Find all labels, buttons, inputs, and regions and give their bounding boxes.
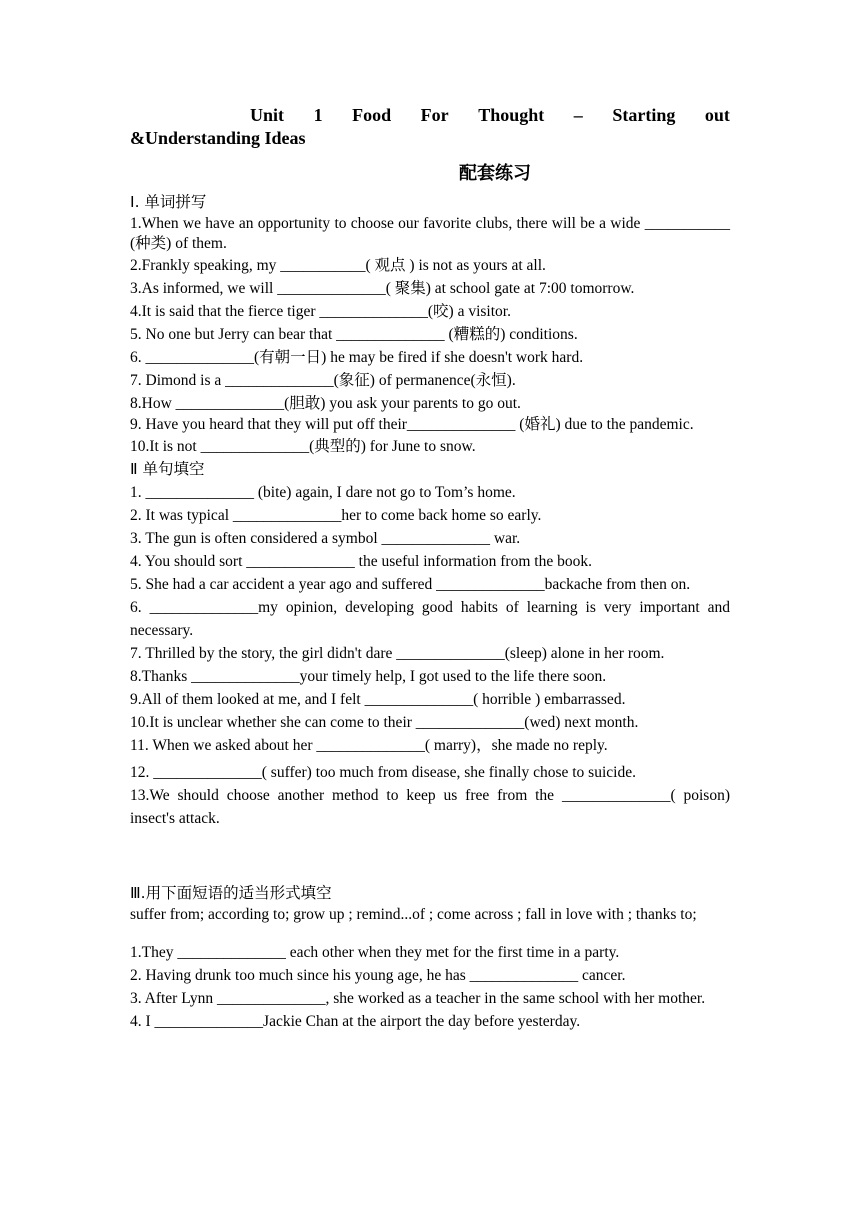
list-item: 2.Frankly speaking, my ___________( 观点 ) is not as yours at all. — [130, 257, 546, 274]
list-item: 12. ______________( suffer) too much from disease, she finally chose to suicide. — [130, 764, 636, 781]
list-item: 1.When we have an opportunity to choose our favorite clubs, there will be a wide ___________ (种类) of them. — [130, 215, 730, 252]
list-item: 6. ______________my opinion, developing good habits of learning is very important and necessary. — [130, 599, 730, 639]
list-item: 2. It was typical ______________her to come back home so early. — [130, 507, 542, 524]
list-item: 13.We should choose another method to keep us free from the ______________( poison) insect's attack. — [130, 787, 730, 827]
title-word: For — [420, 105, 449, 125]
list-item: 10.It is not ______________(典型的) for June to snow. — [130, 438, 476, 455]
list-item: 11. When we asked about her ______________( marry)，she made no reply. — [130, 737, 608, 754]
title-word: Food — [352, 105, 392, 125]
subtitle: 配套练习 — [459, 163, 531, 184]
list-item: 4. You should sort ______________ the useful information from the book. — [130, 553, 592, 570]
title-word: Starting — [612, 105, 676, 125]
list-item: 7. Dimond is a ______________(象征) of permanence(永恒). — [130, 372, 516, 389]
list-item: 4. I ______________Jackie Chan at the airport the day before yesterday. — [130, 1013, 581, 1030]
title-line-1 — [130, 104, 730, 127]
list-item: 2. Having drunk too much since his young age, he has ______________ cancer. — [130, 967, 626, 984]
list-item: 9.All of them looked at me, and I felt ______________( horrible ) embarrassed. — [130, 691, 626, 708]
title-word: Unit — [250, 105, 285, 125]
worksheet-page — [130, 104, 730, 1033]
list-item: 7. Thrilled by the story, the girl didn't dare ______________(sleep) alone in her room. — [130, 645, 665, 662]
section-2-list — [130, 481, 730, 830]
list-item: 1.They ______________ each other when they met for the first time in a party. — [130, 944, 620, 961]
list-item: 3. After Lynn ______________, she worked as a teacher in the same school with her mother. — [130, 990, 706, 1007]
section-3-heading: Ⅲ.用下面短语的适当形式填空 — [130, 884, 332, 902]
title-word: – — [573, 105, 583, 125]
section-1-heading: I. 单词拼写 — [130, 193, 207, 211]
title-word: out — [704, 105, 730, 125]
list-item: 3. The gun is often considered a symbol ______________ war. — [130, 530, 521, 547]
list-item: 8.How ______________(胆敢) you ask your parents to go out. — [130, 395, 521, 412]
list-item: 10.It is unclear whether she can come to their ______________(wed) next month. — [130, 714, 639, 731]
title-word: 1 — [313, 105, 323, 125]
spacer — [130, 925, 730, 941]
list-item: 8.Thanks ______________your timely help, I got used to the life there soon. — [130, 668, 607, 685]
list-item: 9. Have you heard that they will put off their______________ (婚礼) due to the pandemic. — [130, 416, 694, 433]
list-item: 6. ______________(有朝一日) he may be fired if she doesn't work hard. — [130, 349, 584, 366]
list-item: 1. ______________ (bite) again, I dare not go to Tom’s home. — [130, 484, 516, 501]
list-item: 3.As informed, we will ______________( 聚集) at school gate at 7:00 tomorrow. — [130, 280, 635, 297]
list-item: 5. She had a car accident a year ago and suffered ______________backache from then on. — [130, 576, 691, 593]
title-word: Thought — [478, 105, 545, 125]
title-line-2: &Understanding Ideas — [130, 128, 306, 148]
section-1-list — [130, 214, 730, 458]
spacer — [130, 830, 730, 882]
list-item: 4.It is said that the fierce tiger ______________(咬) a visitor. — [130, 303, 511, 320]
section-3-list — [130, 941, 730, 1033]
list-item: 5. No one but Jerry can bear that ______________ (糟糕的) conditions. — [130, 326, 578, 343]
phrase-bank: suffer from; according to; grow up ; remind...of ; come across ; fall in love with ; thanks to; — [130, 906, 697, 923]
section-2-heading: Ⅱ 单句填空 — [130, 460, 205, 478]
